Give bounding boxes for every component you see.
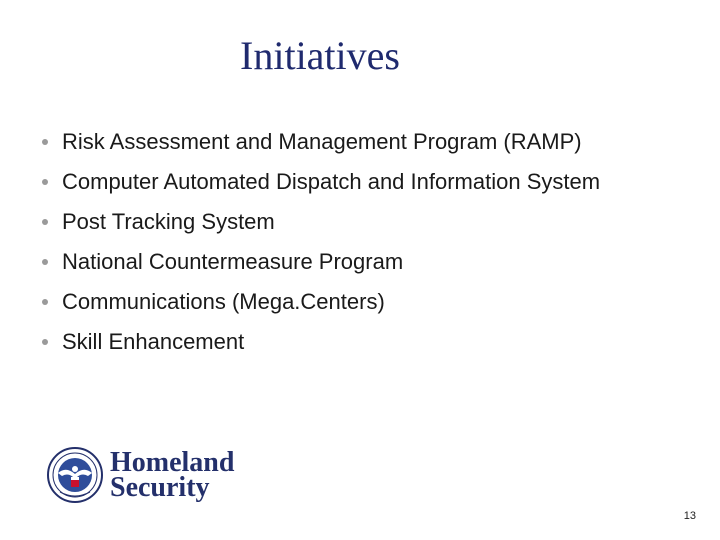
bullet-text: Skill Enhancement (62, 329, 245, 354)
logo-line-security: Security (110, 472, 210, 503)
homeland-security-logo (46, 446, 234, 504)
bullet-item (42, 322, 600, 362)
dhs-seal-icon (46, 446, 104, 504)
bullet-icon (42, 339, 48, 345)
bullet-icon (42, 139, 48, 145)
bullet-icon (42, 179, 48, 185)
bullet-text: Post Tracking System (62, 209, 275, 234)
bullet-text: Risk Assessment and Management Program (RAMP) (62, 129, 582, 154)
slide-title: Initiatives (240, 33, 400, 78)
bullet-text: Communications (Mega.Centers) (62, 289, 385, 314)
bullet-icon (42, 299, 48, 305)
bullet-item (42, 162, 600, 202)
bullet-item (42, 242, 600, 282)
bullet-item (42, 202, 600, 242)
bullet-item (42, 282, 600, 322)
bullet-icon (42, 219, 48, 225)
bullet-list (42, 122, 600, 362)
bullet-text: National Countermeasure Program (62, 249, 404, 274)
page-number: 13 (683, 510, 696, 522)
bullet-item (42, 122, 600, 162)
bullet-icon (42, 259, 48, 265)
logo-line-homeland: Homeland (110, 447, 235, 478)
logo-wordmark (110, 447, 235, 503)
bullet-text: Computer Automated Dispatch and Information System (62, 169, 601, 194)
